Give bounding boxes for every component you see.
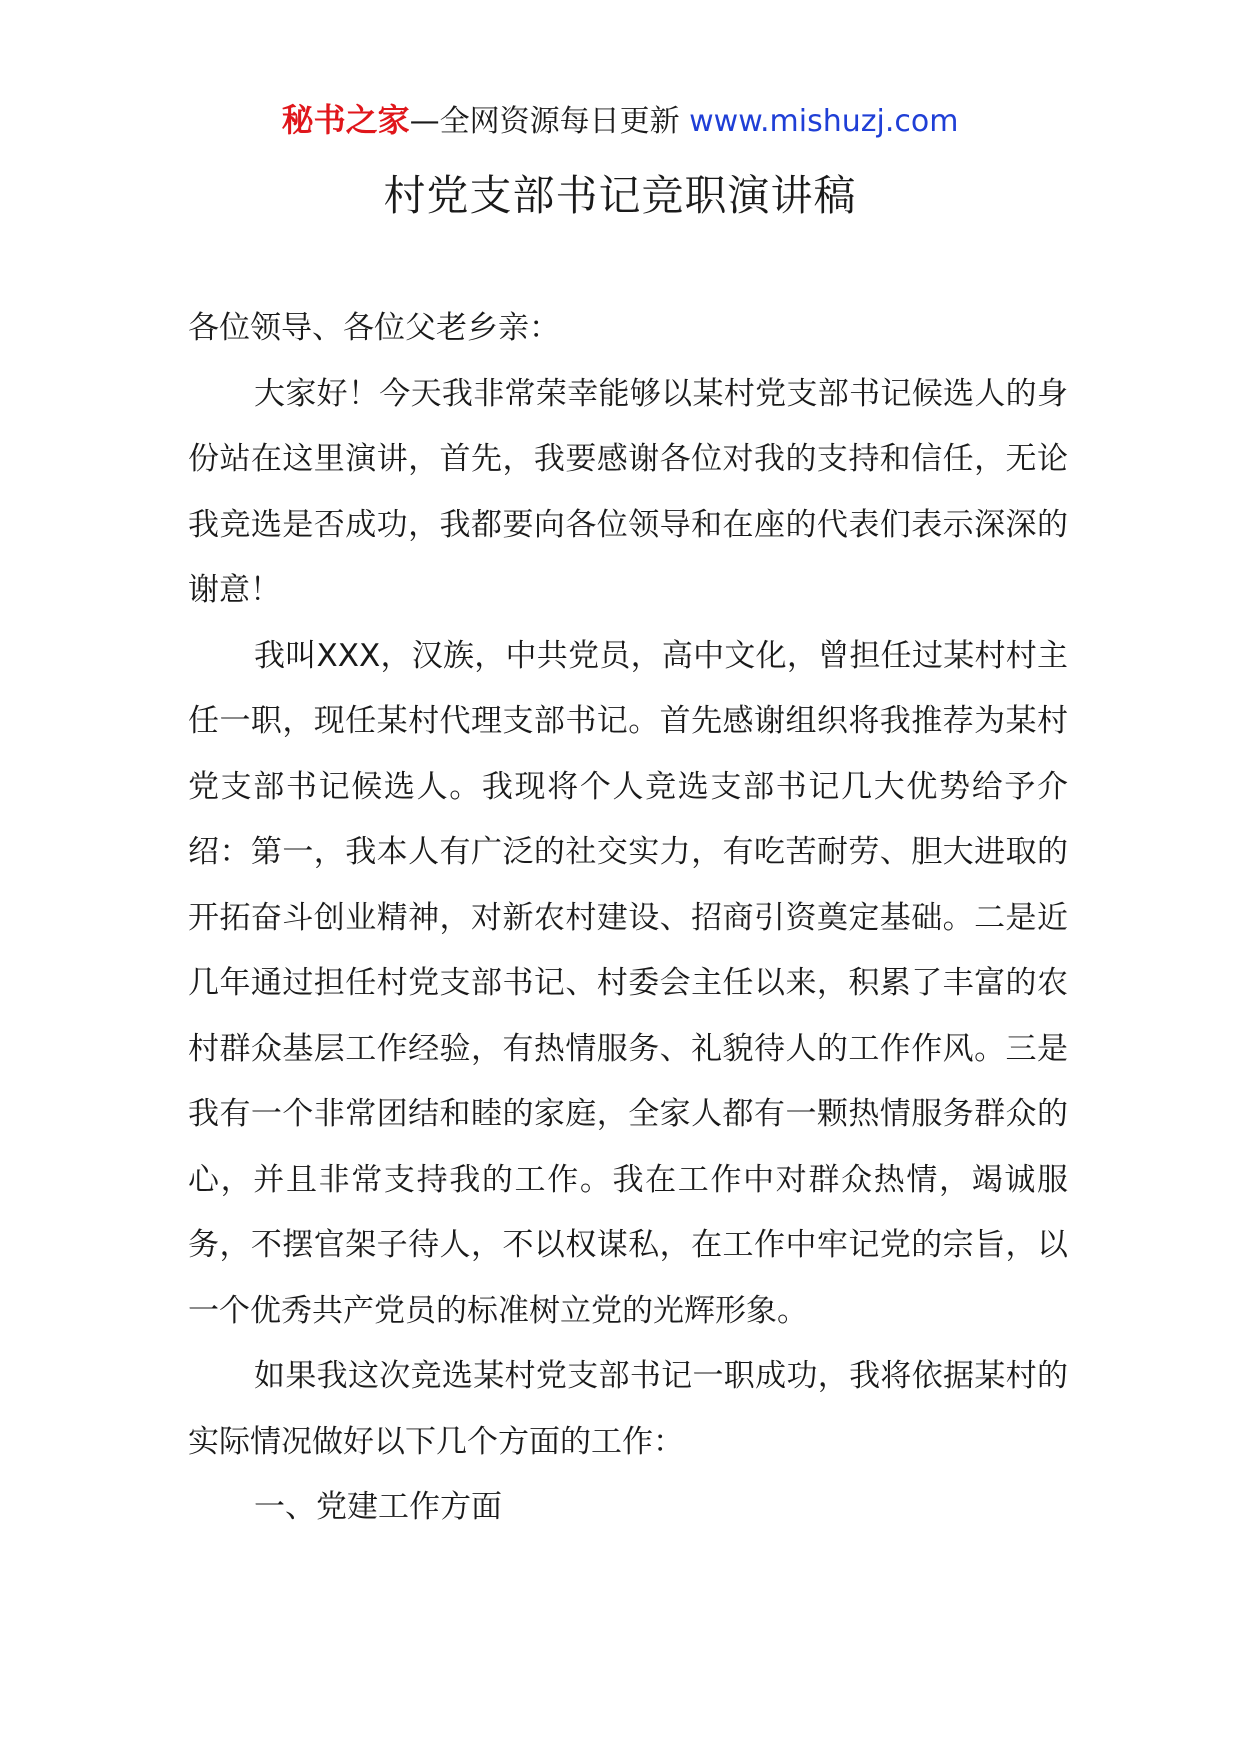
salutation: 各位领导、各位父老乡亲：	[188, 310, 560, 346]
document-title: 村党支部书记竞职演讲稿	[383, 171, 857, 220]
paragraph-plan-intro: 如果我这次竞选某村党支部书记一职成功，我将依据某村的实际情况做好以下几个方面的工作：	[188, 1358, 1068, 1460]
site-url-link[interactable]: www.mishuzj.com	[689, 104, 959, 139]
site-brand: 秘书之家	[281, 101, 410, 139]
document-body	[188, 296, 1068, 1541]
site-header	[0, 100, 1240, 142]
section-heading: 一、党建工作方面	[254, 1489, 502, 1525]
site-tagline: —全网资源每日更新	[409, 104, 680, 139]
paragraph-greeting: 大家好！今天我非常荣幸能够以某村党支部书记候选人的身份站在这里演讲，首先，我要感谢各位对我的支持和信任，无论我竞选是否成功，我都要向各位领导和在座的代表们表示深深的谢意！	[188, 375, 1068, 608]
paragraph-introduction: 我叫XXX，汉族，中共党员，高中文化，曾担任过某村村主任一职，现任某村代理支部书记。首先感谢组织将我推荐为某村党支部书记候选人。我现将个人竞选支部书记几大优势给予介绍：第一，我本人有广泛的社交实力，有吃苦耐劳、胆大进取的开拓奋斗创业精神，对新农村建设、招商引资奠定基础。二是近几年通过担任村党支部书记、村委会主任以来，积累了丰富的农村群众基层工作经验，有热情服务、礼貌待人的工作作风。三是我有一个非常团结和睦的家庭，全家人都有一颗热情服务群众的心，并且非常支持我的工作。我在工作中对群众热情，竭诚服务，不摆官架子待人，不以权谋私，在工作中牢记党的宗旨，以一个优秀共产党员的标准树立党的光辉形象。	[188, 637, 1068, 1329]
